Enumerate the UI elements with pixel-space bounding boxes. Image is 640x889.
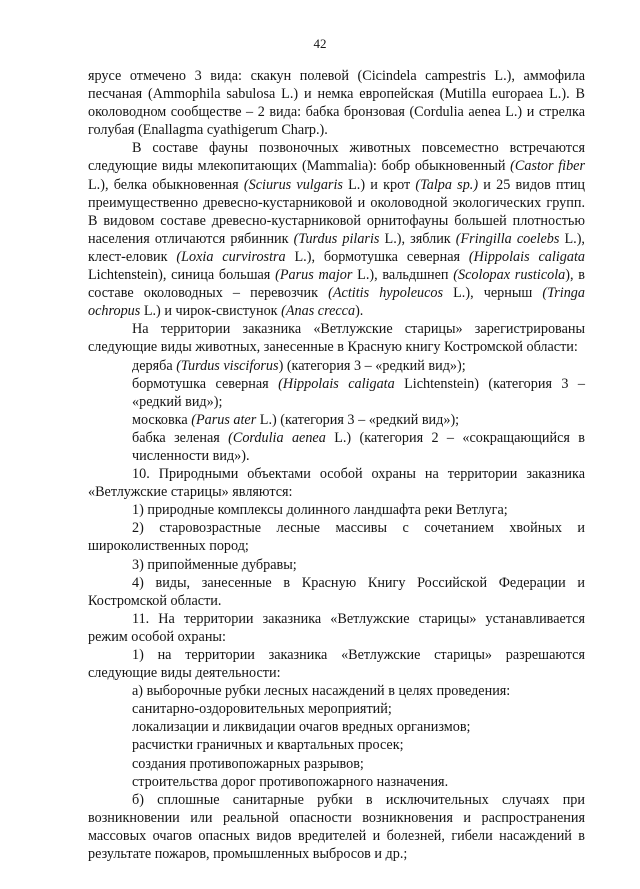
list-item: строительства дорог противопожарного назначения. xyxy=(132,773,449,790)
paragraph-red-book-intro: На территории заказника «Ветлужские старицы» зарегистрированы следующие виды животных, занесенные в Красную книгу Костромской области: xyxy=(88,321,585,356)
list-item: 4) виды, занесенные в Красную Книгу Российской Федерации и Костромской области. xyxy=(88,574,585,609)
species-item: деряба (Turdus visciforus) (категория 3 – «редкий вид»); xyxy=(132,357,466,374)
list-item: 1) на территории заказника «Ветлужские старицы» разрешаются следующие виды деятельности: xyxy=(88,647,585,682)
list-item: 3) припойменные дубравы; xyxy=(132,556,297,573)
list-item: а) выборочные рубки лесных насаждений в целях проведения: xyxy=(132,683,511,700)
list-item: локализации и ликвидации очагов вредных организмов; xyxy=(132,719,471,736)
page-number: 42 xyxy=(313,36,327,51)
species-item: московка (Parus ater L.) (категория 3 – «редкий вид»); xyxy=(132,411,460,428)
list-item: 1) природные комплексы долинного ландшафта реки Ветлуга; xyxy=(132,502,508,519)
list-item: санитарно-оздоровительных мероприятий; xyxy=(132,701,392,718)
document-body xyxy=(88,67,585,863)
paragraph-vertebrates: В составе фауны позвоночных животных повсеместно встречаются следующие виды млекопитающих (Mammalia): бобр обыкновенный (Castor fiber L.), белка обыкновенная (Sciurus vulgaris L.) и крот (Talpa sp.) и 25 видов птиц преимущественно древесно-кустарниковой и околоводной экологических групп. В видовом составе древесно-кустарниковой орнитофауны большей плотностью населения отличаются рябинник (Turdus pilaris L.), зяблик (Fringilla coelebs L.), клест-еловик (Loxia curvirostra L.), бормотушка северная (Hippolais caligata Lichtenstein), синица большая (Parus major L.), вальдшнеп (Scolopax rusticola), в составе околоводных – перевозчик (Actitis hypoleucos L.), черныш (Tringa ochropus L.) и чирок-свистунок (Anas crecca). xyxy=(88,140,586,320)
species-item: бабка зеленая (Cordulia aenea L.) (категория 2 – «сокращающийся в численности вид»). xyxy=(132,429,585,464)
list-item: расчистки граничных и квартальных просек; xyxy=(132,737,404,754)
list-item: 2) старовозрастные лесные массивы с сочетанием хвойных и широколиственных пород; xyxy=(88,520,585,555)
paragraph-11: 11. На территории заказника «Ветлужские старицы» устанавливается режим особой охраны: xyxy=(88,610,585,645)
paragraph-insects: ярусе отмечено 3 вида: скакун полевой (Cicindela campestris L.), аммофила песчаная (Ammophila sabulosa L.) и немка европейская (Mutilla europaea L.). В околоводном сообществе – 2 вида: бабка бронзовая (Cordulia aenea L.) и стрелка голубая (Enallagma cyathigerum Charp.). xyxy=(88,68,585,139)
species-item: бормотушка северная (Hippolais caligata Lichtenstein) (категория 3 – «редкий вид»); xyxy=(132,375,585,410)
list-item: б) сплошные санитарные рубки в исключительных случаях при возникновении или реальной опасности возникновения и распространения массовых очагов опасных видов вредителей и болезней, гибели насаждений в результате пожаров, промышленных выбросов и др.; xyxy=(88,791,585,863)
paragraph-10: 10. Природными объектами особой охраны на территории заказника «Ветлужские старицы» являются: xyxy=(88,466,585,501)
list-item: создания противопожарных разрывов; xyxy=(132,755,364,772)
